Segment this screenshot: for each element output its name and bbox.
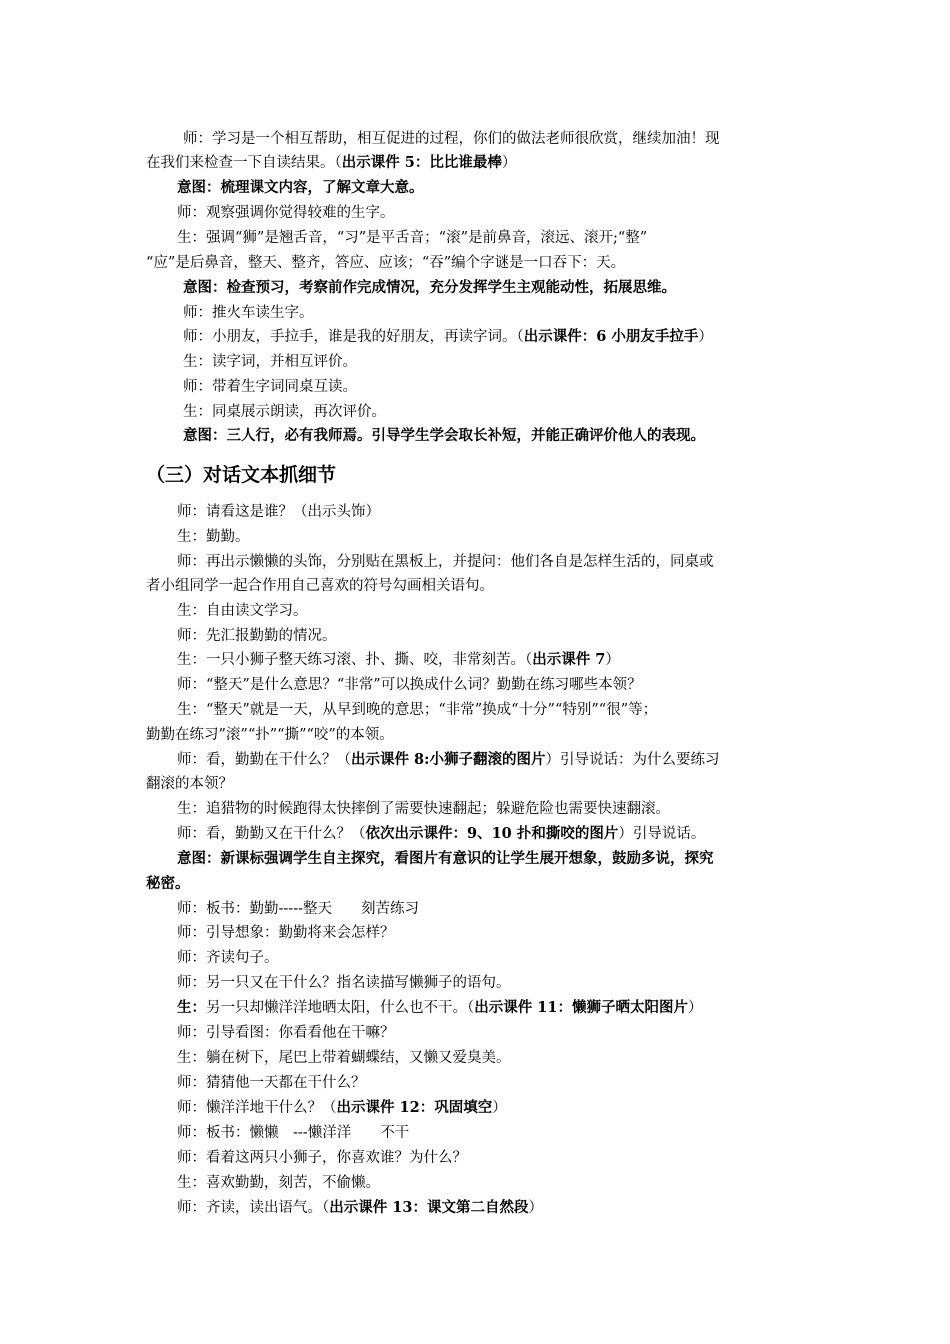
paragraph-line: 生：自由读文学习。 xyxy=(177,603,308,619)
paragraph-line: 师：再出示懒懒的头饰，分别贴在黑板上，并提问：他们各自是怎样生活的，同桌或 xyxy=(177,554,714,570)
intent-note: 意图：新课标强调学生自主探究，看图片有意识的让学生展开想象，鼓励多说，探究 xyxy=(177,850,714,867)
intent-note: 意图：三人行，必有我师焉。引导学生学会取长补短，并能正确评价他人的表现。 xyxy=(183,427,705,444)
paragraph-line: 师：看，勤勤在干什么？（出示课件 8:小狮子翻滚的图片）引导说话：为什么要练习 xyxy=(177,751,720,768)
paragraph-line: 生：另一只却懒洋洋地晒太阳，什么也不干。（出示课件 11：懒狮子晒太阳图片） xyxy=(177,999,703,1016)
section-heading: （三）对话文本抓细节 xyxy=(146,464,337,486)
paragraph-line: 师：请看这是谁？（出示头饰） xyxy=(177,504,380,520)
paragraph-line: 翻滚的本领？ xyxy=(146,776,233,792)
paragraph-line: 者小组同学一起合作用自己喜欢的符号勾画相关语句。 xyxy=(146,578,494,594)
paragraph-line: 师：引导看图：你看看他在干嘛？ xyxy=(177,1025,395,1041)
paragraph-line: 生：读字词，并相互评价。 xyxy=(183,354,357,370)
paragraph-line: 师：学习是一个相互帮助，相互促进的过程，你们的做法老师很欣赏，继续加油！现 xyxy=(183,131,720,147)
paragraph-line: 师：推火车读生字。 xyxy=(183,305,314,321)
paragraph-line: 在我们来检查一下自读结果。（出示课件 5：比比谁最棒） xyxy=(146,154,517,171)
paragraph-line: 师：懒洋洋地干什么？（出示课件 12：巩固填空） xyxy=(177,1099,507,1116)
intent-note: 意图：梳理课文内容，了解文章大意。 xyxy=(177,179,424,196)
blackboard-line: 师：板书：勤勤-----整天 刻苦练习 xyxy=(177,901,419,917)
paragraph-line: 师：先汇报勤勤的情况。 xyxy=(177,628,337,644)
paragraph-line: 生：同桌展示朗读，再次评价。 xyxy=(183,404,386,420)
paragraph-line: 师：引导想象：勤勤将来会怎样？ xyxy=(177,925,395,941)
paragraph-line: 生：强调“狮”是翘舌音，“习”是平舌音；“滚”是前鼻音，滚远、滚开;“整” xyxy=(177,230,648,246)
paragraph-line: 师：看，勤勤又在干什么？（依次出示课件：9、10 扑和撕咬的图片）引导说话。 xyxy=(177,825,706,842)
paragraph-line: 师：“整天”是什么意思？“非常”可以换成什么词？勤勤在练习哪些本领？ xyxy=(177,677,642,693)
paragraph-line: 师：齐读句子。 xyxy=(177,950,279,966)
paragraph-line: 生：喜欢勤勤，刻苦，不偷懒。 xyxy=(177,1175,380,1191)
paragraph-line: 生：勤勤。 xyxy=(177,529,250,545)
intent-note: 秘密。 xyxy=(146,875,190,892)
paragraph-line: 师：小朋友，手拉手，谁是我的好朋友，再读字词。（出示课件：6 小朋友手拉手） xyxy=(183,328,713,345)
paragraph-line: 师：观察强调你觉得较难的生字。 xyxy=(177,205,395,221)
paragraph-line: 师：齐读，读出语气。（出示课件 13：课文第二自然段） xyxy=(177,1199,543,1216)
paragraph-line: 师：看着这两只小狮子，你喜欢谁？为什么？ xyxy=(177,1150,467,1166)
paragraph-line: 生：躺在树下，尾巴上带着蝴蝶结，又懒又爱臭美。 xyxy=(177,1050,511,1066)
intent-note: 意图：检查预习，考察前作完成情况，充分发挥学生主观能动性，拓展思维。 xyxy=(183,279,676,296)
paragraph-line: 生：一只小狮子整天练习滚、扑、撕、咬，非常刻苦。（出示课件 7） xyxy=(177,651,620,668)
paragraph-line: “应”是后鼻音，整天、整齐，答应、应该；“吞”编个字谜是一口吞下：天。 xyxy=(146,255,626,271)
paragraph-line: 师：猜猜他一天都在干什么？ xyxy=(177,1075,366,1091)
paragraph-line: 生：“整天”就是一天，从早到晚的意思；“非常”换成“十分”“特别”“很”等； xyxy=(177,702,658,718)
paragraph-line: 师：另一只又在干什么？指名读描写懒狮子的语句。 xyxy=(177,975,511,991)
paragraph-line: 生：追猎物的时候跑得太快摔倒了需要快速翻起；躲避危险也需要快速翻滚。 xyxy=(177,801,670,817)
paragraph-line: 师：带着生字词同桌互读。 xyxy=(183,379,357,395)
blackboard-line: 师：板书：懒懒 ---懒洋洋 不干 xyxy=(177,1125,410,1141)
paragraph-line: 勤勤在练习”滚”“扑”“撕”“咬”的本领。 xyxy=(146,727,394,743)
